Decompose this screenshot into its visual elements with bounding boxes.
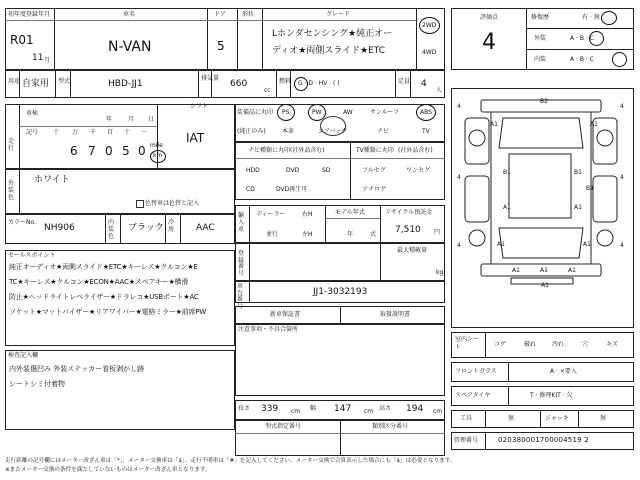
repair-label: 修復歴: [531, 14, 550, 21]
seat-item-1: 破れ: [524, 341, 537, 348]
diagram-label-13: A1: [541, 282, 549, 289]
fuel-label: 燃料: [279, 78, 292, 85]
grade-value-line1: Lホンダセンシング★純正オー: [272, 29, 393, 39]
equip-leather: 本革: [282, 128, 295, 135]
ac-value: AAC: [196, 223, 215, 233]
equipment-sublabel: (純正のみ): [237, 128, 266, 135]
seat-item-2: 汚れ: [552, 341, 565, 348]
mileage-label: 走行: [8, 138, 15, 153]
doors-value: 5: [217, 39, 225, 53]
reg-month-value: 11: [32, 53, 44, 63]
equip-tv: TV: [422, 128, 430, 135]
displacement-label: 排気量: [201, 75, 220, 82]
capacity-label: 定員: [398, 78, 411, 85]
equip-aw: AW: [343, 109, 353, 116]
month-unit: 月: [44, 57, 51, 64]
model-label: 型式: [58, 78, 71, 85]
glass-value: A · ×要入: [550, 368, 577, 375]
color-change-note: 色替車は色替と記入: [145, 200, 200, 207]
check-label: 車検: [26, 110, 39, 117]
color-value: ホワイト: [34, 175, 70, 185]
exterior-label: 外装: [534, 35, 547, 42]
mileage-digit-0: 6: [70, 144, 78, 158]
color-change-checkbox[interactable]: [136, 200, 144, 208]
interior-options: A · B · C: [570, 56, 594, 63]
spare-label: スペアタイヤ: [455, 392, 491, 399]
interior-selected-circle: [612, 52, 627, 67]
reg-year-label: 初年度登録年月: [8, 11, 51, 18]
inspector-line-1: シートシミ付着物: [9, 380, 65, 388]
tv-fullseg: フルセグ: [362, 167, 386, 174]
seat-item-0: コゲ: [494, 341, 507, 348]
reg-year-value: R01: [10, 33, 34, 47]
width-label: 幅: [310, 405, 317, 412]
nav-cd: CD: [246, 186, 255, 193]
seat-item-4: キズ: [606, 341, 618, 348]
type-number-label: 型式指定番号: [265, 423, 302, 430]
nav-hdd: HDD: [246, 167, 260, 174]
length-value: 339: [261, 404, 279, 414]
sales-line-3: ソケット★マットバイザー★リアワイパー★電格ミラー★前席PW: [9, 308, 207, 316]
grade-label: グレード: [326, 11, 351, 18]
height-unit: cm: [433, 408, 443, 415]
mgmt-label: 管理番号: [454, 437, 479, 444]
tools-value: 無: [508, 415, 515, 422]
tv-oneseg: ワンセグ: [406, 167, 431, 174]
digit-label-5: 十: [124, 129, 131, 136]
length-label: 長さ: [238, 405, 251, 412]
repair-selected-circle: [601, 11, 617, 25]
caution-box: [235, 324, 445, 396]
max-load-unit: kg: [436, 269, 444, 276]
nav-dvd-play: DVD再生可: [276, 186, 308, 193]
height-value: 194: [406, 404, 424, 414]
sales-label: セールスポイント: [8, 252, 56, 259]
steer-right: 右H: [302, 211, 313, 218]
equipment-label: 装備品に丸印: [237, 109, 274, 116]
jack-label: ジャッキ: [545, 415, 569, 422]
nav-type-sub: (社外品含む): [290, 147, 325, 154]
doors-label: ドア: [214, 11, 226, 18]
diagram-label-12: A1: [568, 267, 576, 274]
width-unit: cm: [364, 408, 374, 415]
usage-label: 用途: [8, 78, 21, 85]
mgmt-value: 020380001700004519 2: [498, 436, 589, 444]
shift-value: IAT: [186, 131, 205, 145]
ac-label: 冷房: [168, 219, 175, 234]
model-year-year: 年: [347, 231, 354, 238]
new-warranty: 新車保証書: [270, 311, 301, 318]
capacity-value: 4: [421, 79, 427, 89]
diagram-label-1: A1: [490, 121, 498, 128]
color-code-label: カラーNo.: [8, 219, 36, 226]
footer-line-1: 走行距離の記号欄にはメーター改ざん車は「*」、メーター交換車は「$」、走行不明車は「#」を記入してください。メーター交換で合算表示した場合にも「$」は必要となります。: [5, 458, 456, 464]
mileage-digit-4: 0: [138, 144, 146, 158]
car-name-value: N-VAN: [108, 39, 152, 55]
glass-label: フロントガラス: [455, 368, 497, 375]
fuel-options: G · D · HV · ( ): [298, 80, 340, 87]
diagram-label-11: A1: [540, 267, 548, 274]
interior-color-label: 内装色: [108, 219, 115, 241]
check-month-unit: 月: [128, 116, 135, 123]
score-value: 4: [482, 30, 496, 55]
tools-label: 工具: [460, 415, 473, 422]
tv-type-sub: (社外品含む): [398, 147, 433, 154]
import-parallel: 並行: [266, 231, 279, 238]
diagram-label-0: B2: [540, 98, 548, 105]
max-load-label: 最大積載量: [397, 247, 428, 254]
digit-label-0: 記号: [26, 129, 39, 136]
diagram-label-2: A1: [590, 121, 598, 128]
displacement-value: 660: [230, 79, 248, 89]
tools-row: [451, 410, 634, 428]
repair-options: 有 · 無: [582, 14, 600, 21]
diagram-side-mark-2: 4: [457, 174, 461, 181]
capacity-unit: 人: [436, 87, 443, 94]
inspector-box: [5, 350, 235, 430]
equip-ps: PS: [282, 109, 290, 116]
chassis-value: JJ1-3032193: [313, 287, 368, 297]
equip-nav: ナビ: [377, 128, 390, 135]
sales-line-2: 防止★ヘッドライトレベライザー★ドラレコ★USBポート★AC: [9, 293, 199, 301]
diagram-side-mark-3: 4: [620, 174, 624, 181]
diagram-label-9: A1: [583, 241, 591, 248]
nav-sd: SD: [322, 167, 331, 174]
sales-line-1: TC★キーレス★クルコン★ECON★AAC★スペアキー★横滑: [9, 278, 189, 286]
shift-label: シフト: [190, 103, 209, 110]
model-value: HBD-JJ1: [108, 79, 143, 89]
diagram-label-8: A1: [497, 241, 505, 248]
drive-4wd: 4WD: [422, 49, 437, 56]
diagram-label-6: A1: [574, 204, 582, 211]
car-diagram: [451, 88, 634, 328]
diagram-side-mark-1: 4: [620, 103, 624, 110]
usage-value: 自家用: [22, 79, 50, 89]
row2: [5, 70, 445, 98]
check-day-unit: 日: [148, 116, 155, 123]
diagram-label-5: A1: [503, 204, 511, 211]
diagram-label-7: B1: [586, 185, 594, 192]
nav-type-label: ナビ種類に丸印: [248, 147, 291, 154]
diagram-side-mark-4: 4: [457, 242, 461, 249]
grade-value-line2: ディオ★両側スライド★ETC: [272, 46, 386, 56]
nav-dvd: DVD: [286, 167, 300, 174]
digit-label-1: 十: [53, 129, 60, 136]
steer-left: 左H: [302, 231, 313, 238]
class-number-label: 類別区分番号: [372, 423, 409, 430]
mileage-digit-3: 5: [122, 144, 130, 158]
equip-pw: PW: [312, 109, 322, 116]
inspector-label: 検査記入欄: [8, 352, 39, 359]
interior-label: 内装: [534, 56, 547, 63]
footer-line-2: ※またメーター交換の条件を満たしていないものはメーター改ざん車となります。: [5, 467, 211, 473]
drive-2wd: 2WD: [422, 22, 437, 29]
equip-airbag: エアバック: [318, 128, 348, 135]
diagram-label-4: B1: [574, 169, 582, 176]
reg-number-label: 登録番号: [238, 250, 245, 277]
color-code-value: NH906: [44, 223, 75, 233]
recycle-unit: 円: [434, 229, 441, 236]
seat-label: 室内シート: [455, 336, 480, 351]
mileage-digit-2: 0: [105, 144, 113, 158]
diagram-label-3: B1: [503, 169, 511, 176]
inspector-line-0: 内外装傷凹み 外装ステッカー看板剥がし跡: [9, 365, 145, 373]
mileage-unit-km: km: [153, 152, 163, 159]
check-year-unit: 年: [106, 116, 113, 123]
import-dealer: ディーラー: [256, 211, 286, 218]
displacement-unit: cc: [264, 87, 271, 94]
recycle-label: リサイクル預託金: [385, 209, 433, 216]
recycle-value: 7,510: [395, 225, 421, 235]
car-name-label: 車名: [123, 11, 136, 18]
chassis-label: 車台番号: [237, 283, 244, 310]
tv-analog: アナログ: [362, 186, 387, 193]
digit-label-3: 千: [90, 129, 97, 136]
length-unit: cm: [291, 408, 301, 415]
model-year-model: 式: [370, 231, 377, 238]
digit-label-6: 一: [141, 129, 148, 136]
mileage-digit-1: 7: [88, 144, 96, 158]
caution-label: 注意事項・不具合箇所: [238, 326, 299, 333]
manual: 取扱説明書: [380, 311, 411, 318]
height-label: 高さ: [379, 405, 392, 412]
tv-type-label: TV種類に丸印: [356, 147, 394, 154]
color-label: 外装色: [8, 180, 15, 202]
equip-abs: ABS: [420, 109, 432, 116]
score-label: 評価点: [480, 14, 499, 21]
diagram-side-mark-0: 4: [457, 103, 461, 110]
width-value: 147: [334, 404, 352, 414]
import-label: 輸入車: [238, 212, 245, 234]
exterior-options: A · B · C: [570, 35, 594, 42]
jack-value: 無: [600, 415, 607, 422]
diagram-side-mark-5: 4: [620, 242, 624, 249]
digit-label-4: 百: [107, 129, 114, 136]
shape-label: 形状: [242, 11, 255, 18]
equip-sunroof: サンルーフ: [370, 109, 400, 116]
diagram-label-10: A1: [512, 267, 520, 274]
interior-color-value: ブラック: [128, 223, 164, 233]
digit-label-2: 万: [72, 129, 79, 136]
spare-value: T · 修理KIT · 欠: [530, 392, 573, 399]
model-year-label: モデル年式: [335, 209, 365, 216]
sales-line-0: 純正オーディオ★両側スライド★ETC★キーレス★クルコン★E: [9, 263, 198, 271]
seat-item-3: 穴: [582, 341, 589, 348]
mileage-unit-mile: mile: [150, 142, 163, 149]
